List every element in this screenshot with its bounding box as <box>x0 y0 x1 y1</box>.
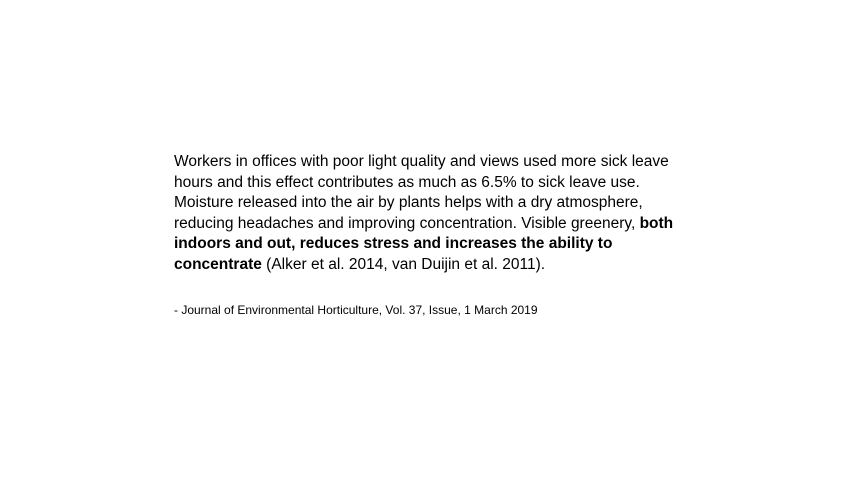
quote-text-bold: both indoors and out, reduces stress and increases the ability to concentrate <box>174 214 674 273</box>
quote-text-reference: (Alker et al. 2014, van Duijin et al. 2011). <box>261 255 546 273</box>
quote-text-regular: Workers in offices with poor light quality and views used more sick leave hours and this effect contributes as much as 6.5% to sick leave use. Moisture released into the air by plants helps with a dry atmosphere, reducing headaches and improving concentration. Visible greenery, <box>174 153 669 232</box>
quote-paragraph <box>174 152 674 275</box>
citation-source: - Journal of Environmental Horticulture, Vol. 37, Issue, 1 March 2019 <box>174 303 538 317</box>
